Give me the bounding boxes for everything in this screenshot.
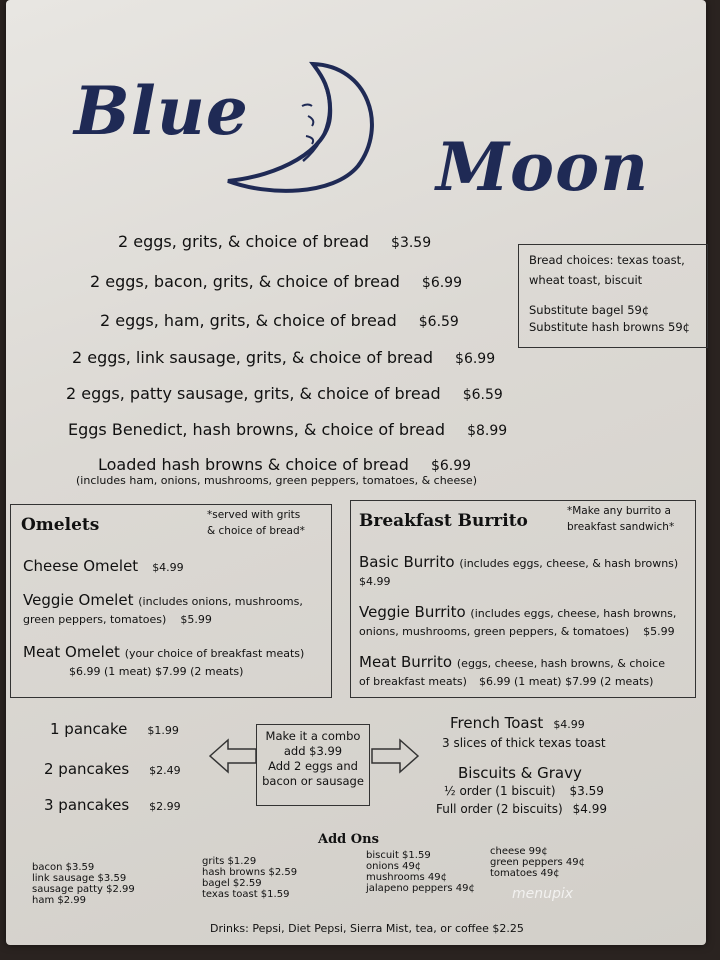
item-price: $5.99 <box>180 613 212 626</box>
menu-item <box>118 232 431 251</box>
drinks-line: Drinks: Pepsi, Diet Pepsi, Sierra Mist, tea, or coffee $2.25 <box>210 922 524 935</box>
item-price: $6.59 <box>462 387 503 403</box>
addon-item: bagel $2.59 <box>202 878 262 889</box>
bread-line-2: wheat toast, biscuit <box>529 273 643 287</box>
breakfast-burrito-box <box>350 500 696 698</box>
crescent-moon-icon <box>218 56 398 196</box>
addon-item: hash browns $2.59 <box>202 867 298 878</box>
bread-line-4: Substitute hash browns 59¢ <box>529 320 690 334</box>
loaded-hash-browns-note: (includes ham, onions, mushrooms, green peppers, tomatoes, & cheese) <box>76 474 477 487</box>
menu-item <box>444 784 604 798</box>
omelets-note-1: *served with grits <box>207 509 301 521</box>
menu-item <box>44 796 181 814</box>
addon-item: texas toast $1.59 <box>202 889 290 900</box>
item-price: $6.99 <box>421 275 462 291</box>
item-price: $6.99 (1 meat) $7.99 (2 meats) <box>69 665 244 678</box>
addons-column-4 <box>490 846 585 879</box>
left-arrow-icon <box>208 736 258 776</box>
menu-item <box>23 643 304 661</box>
menu-item-desc <box>23 613 212 626</box>
item-name: French Toast <box>450 714 544 732</box>
item-name: 2 eggs, patty sausage, grits, & choice of bread <box>66 384 441 403</box>
combo-line-3: Add 2 eggs and <box>268 759 358 773</box>
burrito-note-1: *Make any burrito a <box>567 505 671 517</box>
addons-column-3 <box>366 850 475 894</box>
item-price: $6.99 <box>455 351 496 367</box>
addon-item: green peppers 49¢ <box>490 857 585 868</box>
item-desc: (eggs, cheese, hash browns, & choice <box>456 657 665 670</box>
addon-item: bacon $3.59 <box>32 862 95 873</box>
addons-title: Add Ons <box>318 832 379 847</box>
item-name: 1 pancake <box>50 720 128 738</box>
burrito-note-2: breakfast sandwich* <box>567 521 675 533</box>
item-price: $6.99 <box>430 458 472 474</box>
item-desc: (includes onions, mushrooms, <box>138 595 303 608</box>
watermark: menupix <box>512 886 574 902</box>
menu-item <box>90 272 462 291</box>
item-price: $4.99 <box>553 718 585 731</box>
menu-item <box>50 720 179 738</box>
item-name: Cheese Omelet <box>23 557 139 575</box>
addon-item: mushrooms 49¢ <box>366 872 447 883</box>
combo-line-2: add $3.99 <box>283 744 343 758</box>
item-name: Eggs Benedict, hash browns, & choice of bread <box>68 420 446 439</box>
menu-item <box>100 311 459 330</box>
item-price: $8.99 <box>467 423 508 439</box>
item-price: $2.49 <box>149 764 181 777</box>
item-name: Basic Burrito <box>359 553 455 571</box>
item-price: $3.59 <box>569 784 604 798</box>
item-name: 2 eggs, bacon, grits, & choice of bread <box>90 272 400 291</box>
omelets-title: Omelets <box>21 515 100 535</box>
french-toast-desc: 3 slices of thick texas toast <box>442 736 606 750</box>
right-arrow-icon <box>370 736 420 776</box>
addon-item: onions 49¢ <box>366 861 422 872</box>
item-name: Full order (2 biscuits) <box>436 802 563 816</box>
item-desc: (includes eggs, cheese, & hash browns) <box>459 557 679 570</box>
item-desc: (includes eggs, cheese, hash browns, <box>470 607 677 620</box>
logo-word-moon: Moon <box>436 128 650 206</box>
menu-item <box>359 553 678 571</box>
logo-word-blue: Blue <box>74 72 249 150</box>
addon-item: link sausage $3.59 <box>32 873 127 884</box>
item-price: $6.99 (1 meat) $7.99 (2 meats) <box>478 675 654 688</box>
addon-item: cheese 99¢ <box>490 846 548 857</box>
menu-item <box>72 348 495 367</box>
item-price: $5.99 <box>643 625 675 638</box>
menu-item <box>23 557 184 575</box>
item-name: Veggie Omelet <box>23 591 134 609</box>
item-price: $2.99 <box>149 800 181 813</box>
menu-item <box>359 653 665 671</box>
addon-item: biscuit $1.59 <box>366 850 431 861</box>
item-price: $4.99 <box>572 802 608 816</box>
menu-item-desc <box>359 675 653 688</box>
menu-item <box>436 802 607 816</box>
menu-item <box>98 455 471 474</box>
item-desc: green peppers, tomatoes) <box>23 613 167 626</box>
addons-column-1 <box>32 862 135 906</box>
item-name: 2 eggs, ham, grits, & choice of bread <box>100 311 397 330</box>
menu-item <box>23 591 303 609</box>
item-price: $1.99 <box>147 724 179 737</box>
item-name: 2 eggs, link sausage, grits, & choice of bread <box>72 348 434 367</box>
menu-item-desc <box>359 625 675 638</box>
biscuits-gravy-name: Biscuits & Gravy <box>458 764 582 782</box>
item-price: $3.59 <box>391 235 432 251</box>
addons-column-2 <box>202 856 297 900</box>
addon-item: jalapeno peppers 49¢ <box>366 883 475 894</box>
burrito-title: Breakfast Burrito <box>359 511 528 531</box>
omelets-note-2: & choice of bread* <box>207 525 305 537</box>
item-price: $4.99 <box>152 561 184 574</box>
item-name: Veggie Burrito <box>359 603 466 621</box>
item-price: $6.59 <box>418 314 459 330</box>
addon-item: ham $2.99 <box>32 895 87 906</box>
menu-item <box>359 603 676 621</box>
addon-item: grits $1.29 <box>202 856 257 867</box>
menu-item <box>66 384 503 403</box>
combo-box <box>256 724 370 806</box>
bread-choices-box <box>518 244 708 348</box>
item-name: Meat Burrito <box>359 653 453 671</box>
item-name: ½ order (1 biscuit) <box>444 784 556 798</box>
item-name: 2 pancakes <box>44 760 130 778</box>
item-name: 2 eggs, grits, & choice of bread <box>118 232 370 251</box>
bread-line-1: Bread choices: texas toast, <box>529 253 685 267</box>
combo-line-1: Make it a combo <box>265 729 361 743</box>
addon-item: sausage patty $2.99 <box>32 884 135 895</box>
menu-item <box>450 714 585 732</box>
addon-item: tomatoes 49¢ <box>490 868 560 879</box>
item-desc: of breakfast meats) <box>359 675 467 688</box>
item-name: Loaded hash browns & choice of bread <box>98 455 409 474</box>
omelets-box <box>10 504 332 698</box>
menu-item <box>68 420 507 439</box>
bread-line-3: Substitute bagel 59¢ <box>529 303 650 317</box>
menu-sheet <box>6 0 706 945</box>
item-name: Meat Omelet <box>23 643 120 661</box>
item-desc: (your choice of breakfast meats) <box>124 647 305 660</box>
item-desc: onions, mushrooms, green peppers, & tomatoes) <box>359 625 630 638</box>
menu-item <box>44 760 181 778</box>
combo-line-4: bacon or sausage <box>262 774 364 788</box>
item-price: $4.99 <box>359 575 391 588</box>
item-name: 3 pancakes <box>44 796 130 814</box>
